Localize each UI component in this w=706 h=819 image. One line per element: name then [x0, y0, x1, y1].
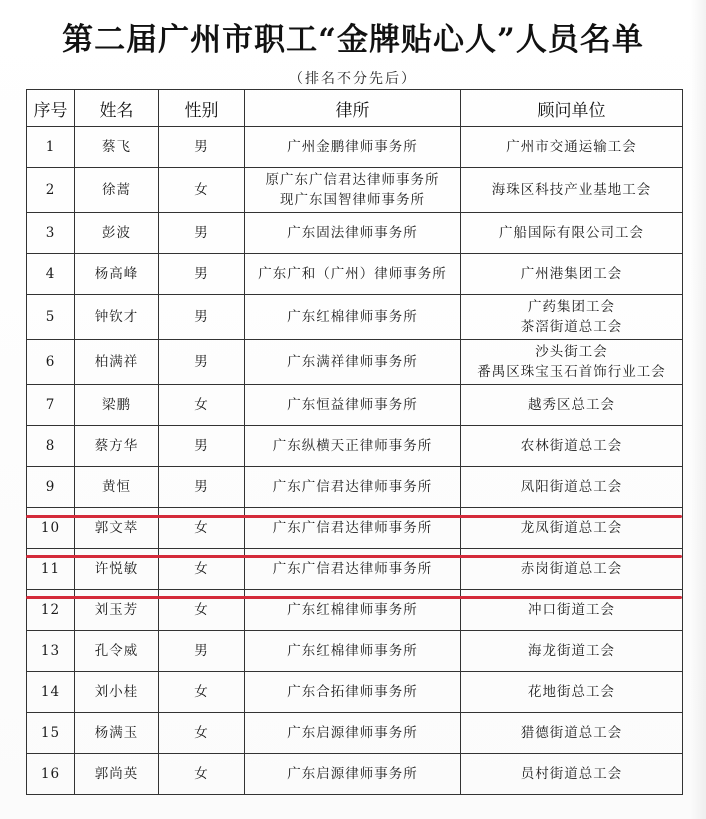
cell-unit-line: 越秀区总工会	[528, 397, 615, 413]
cell-unit-line: 番禺区珠宝玉石首饰行业工会	[477, 364, 666, 380]
cell-unit-line: 赤岗街道总工会	[520, 561, 623, 577]
cell-no: 13	[27, 631, 75, 672]
cell-gender: 男	[159, 254, 245, 295]
header-firm: 律所	[245, 90, 461, 127]
cell-name: 杨高峰	[75, 254, 159, 295]
cell-gender: 男	[159, 340, 245, 385]
cell-unit	[461, 426, 683, 467]
cell-unit	[461, 213, 683, 254]
cell-unit-line: 广船国际有限公司工会	[499, 225, 644, 241]
table-row	[27, 340, 683, 385]
highlight-line-top	[26, 515, 682, 518]
header-row	[27, 90, 683, 127]
header-gender: 性别	[159, 90, 245, 127]
roster-body	[27, 127, 683, 795]
cell-name: 钟钦才	[75, 295, 159, 340]
cell-firm	[245, 754, 461, 795]
cell-gender: 女	[159, 549, 245, 590]
cell-no: 10	[27, 508, 75, 549]
table-row	[27, 508, 683, 549]
cell-gender: 女	[159, 754, 245, 795]
cell-firm-line: 广东广信君达律师事务所	[272, 561, 433, 577]
cell-firm-line: 广东广信君达律师事务所	[272, 520, 433, 536]
cell-unit	[461, 385, 683, 426]
cell-unit-line: 广药集团工会	[528, 299, 615, 315]
cell-no: 7	[27, 385, 75, 426]
cell-unit-line: 农林街道总工会	[520, 438, 623, 454]
cell-gender: 女	[159, 590, 245, 631]
cell-firm-line: 原广东广信君达律师事务所	[265, 172, 440, 188]
cell-unit-line: 员村街道总工会	[520, 766, 623, 782]
cell-name: 梁鹏	[75, 385, 159, 426]
page-edge-shadow	[690, 0, 706, 819]
cell-name: 蔡方华	[75, 426, 159, 467]
cell-gender: 女	[159, 385, 245, 426]
cell-name: 彭波	[75, 213, 159, 254]
cell-firm-line: 广东红棉律师事务所	[287, 643, 418, 659]
cell-no: 9	[27, 467, 75, 508]
table-row	[27, 127, 683, 168]
cell-unit	[461, 340, 683, 385]
cell-name: 孔令威	[75, 631, 159, 672]
cell-name: 刘小桂	[75, 672, 159, 713]
cell-unit	[461, 508, 683, 549]
cell-no: 3	[27, 213, 75, 254]
page-title: 第二届广州市职工“金牌贴心人”人员名单	[62, 22, 644, 58]
table-row	[27, 254, 683, 295]
cell-gender: 男	[159, 426, 245, 467]
cell-gender: 男	[159, 213, 245, 254]
cell-gender: 男	[159, 467, 245, 508]
table-row	[27, 754, 683, 795]
cell-firm-line: 广州金鹏律师事务所	[287, 139, 418, 155]
cell-no: 8	[27, 426, 75, 467]
table-row	[27, 631, 683, 672]
cell-unit	[461, 254, 683, 295]
cell-no: 1	[27, 127, 75, 168]
cell-firm	[245, 508, 461, 549]
cell-firm-line: 广东合拓律师事务所	[287, 684, 418, 700]
cell-firm-line: 广东红棉律师事务所	[287, 309, 418, 325]
cell-firm	[245, 168, 461, 213]
cell-unit-line: 广州港集团工会	[520, 266, 623, 282]
table-row	[27, 295, 683, 340]
cell-unit	[461, 631, 683, 672]
cell-unit	[461, 713, 683, 754]
cell-name: 许悦敏	[75, 549, 159, 590]
cell-firm-line: 广东固法律师事务所	[287, 225, 418, 241]
cell-name: 蔡飞	[75, 127, 159, 168]
table-row	[27, 213, 683, 254]
cell-name: 柏满祥	[75, 340, 159, 385]
cell-no: 2	[27, 168, 75, 213]
cell-gender: 女	[159, 672, 245, 713]
cell-gender: 女	[159, 713, 245, 754]
cell-unit-line: 沙头街工会	[535, 344, 608, 360]
cell-gender: 女	[159, 508, 245, 549]
table-row	[27, 426, 683, 467]
table-row	[27, 385, 683, 426]
cell-unit-line: 猎德街道总工会	[520, 725, 623, 741]
cell-no: 16	[27, 754, 75, 795]
cell-firm	[245, 127, 461, 168]
table-row	[27, 713, 683, 754]
table-row	[27, 672, 683, 713]
cell-name: 刘玉芳	[75, 590, 159, 631]
cell-firm-line: 广东红棉律师事务所	[287, 602, 418, 618]
cell-firm-line: 广东满祥律师事务所	[287, 354, 418, 370]
cell-unit-line: 冲口街道工会	[528, 602, 615, 618]
cell-firm-line: 广东广信君达律师事务所	[272, 479, 433, 495]
cell-firm	[245, 426, 461, 467]
roster-table	[26, 89, 683, 795]
cell-unit-line: 茶滘街道总工会	[520, 319, 623, 335]
cell-firm	[245, 213, 461, 254]
cell-unit	[461, 295, 683, 340]
cell-firm	[245, 295, 461, 340]
cell-unit	[461, 754, 683, 795]
cell-name: 郭尚英	[75, 754, 159, 795]
cell-firm-line: 广东纵横天正律师事务所	[272, 438, 433, 454]
header-unit: 顾问单位	[461, 90, 683, 127]
cell-firm	[245, 672, 461, 713]
cell-gender: 男	[159, 631, 245, 672]
cell-firm-line: 现广东国智律师事务所	[280, 192, 425, 208]
cell-name: 郭文萃	[75, 508, 159, 549]
cell-unit-line: 海珠区科技产业基地工会	[491, 182, 652, 198]
cell-name: 杨满玉	[75, 713, 159, 754]
cell-unit	[461, 127, 683, 168]
cell-unit	[461, 672, 683, 713]
cell-gender: 女	[159, 168, 245, 213]
cell-unit	[461, 467, 683, 508]
cell-firm	[245, 340, 461, 385]
cell-unit-line: 龙凤街道总工会	[520, 520, 623, 536]
cell-unit	[461, 168, 683, 213]
cell-name: 黄恒	[75, 467, 159, 508]
cell-no: 12	[27, 590, 75, 631]
page-subtitle: （排名不分先后）	[289, 71, 417, 87]
cell-firm	[245, 631, 461, 672]
cell-gender: 男	[159, 295, 245, 340]
cell-firm	[245, 385, 461, 426]
cell-no: 14	[27, 672, 75, 713]
cell-unit-line: 海龙街道工会	[528, 643, 615, 659]
cell-no: 4	[27, 254, 75, 295]
table-row	[27, 168, 683, 213]
cell-firm	[245, 254, 461, 295]
table-row	[27, 467, 683, 508]
header-no: 序号	[27, 90, 75, 127]
cell-firm-line: 广东启源律师事务所	[287, 725, 418, 741]
cell-no: 6	[27, 340, 75, 385]
highlight-line-bottom	[26, 596, 682, 599]
cell-name: 徐蒿	[75, 168, 159, 213]
cell-firm	[245, 713, 461, 754]
cell-firm-line: 广东恒益律师事务所	[287, 397, 418, 413]
cell-gender: 男	[159, 127, 245, 168]
cell-unit-line: 广州市交通运输工会	[506, 139, 637, 155]
cell-no: 11	[27, 549, 75, 590]
cell-firm-line: 广东广和（广州）律师事务所	[258, 266, 447, 282]
highlight-line-middle	[26, 555, 682, 558]
cell-no: 15	[27, 713, 75, 754]
cell-unit-line: 花地街总工会	[528, 684, 615, 700]
cell-firm	[245, 467, 461, 508]
cell-firm-line: 广东启源律师事务所	[287, 766, 418, 782]
cell-unit-line: 凤阳街道总工会	[520, 479, 623, 495]
cell-no: 5	[27, 295, 75, 340]
header-name: 姓名	[75, 90, 159, 127]
